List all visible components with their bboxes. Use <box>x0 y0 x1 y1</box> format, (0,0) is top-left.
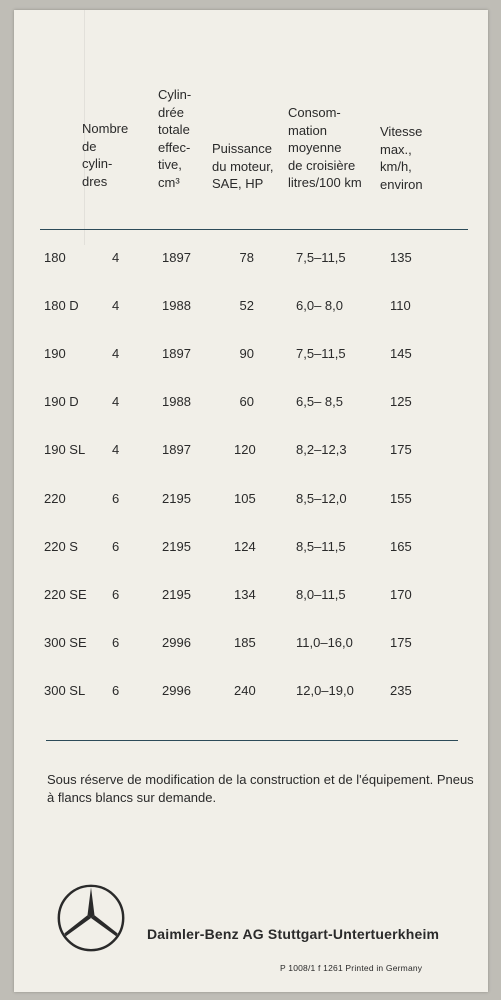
cell-hp: 105 <box>234 490 256 506</box>
cell-model: 300 SL <box>44 682 86 698</box>
table-row <box>14 442 488 462</box>
brochure-page <box>14 10 488 992</box>
cell-cc: 1897 <box>162 250 191 265</box>
cell-hp: 185 <box>234 634 256 650</box>
table-bottom-rule <box>46 740 458 741</box>
cell-speed: 155 <box>390 490 412 506</box>
cell-cyl: 4 <box>112 346 120 362</box>
cell-model: 190 SL <box>44 442 86 458</box>
table-row <box>14 491 488 511</box>
cell-hp: 90 <box>239 346 254 362</box>
table-row <box>14 346 488 366</box>
table-row <box>14 683 488 703</box>
cell-model: 220 <box>44 490 66 506</box>
cell-model: 190 <box>44 346 66 362</box>
cell-speed: 235 <box>390 682 412 698</box>
cell-cyl: 4 <box>112 250 120 265</box>
cell-cons: 8,5–12,0 <box>296 490 347 506</box>
table-row <box>14 539 488 559</box>
company-name: Daimler-Benz AG Stuttgart-Untertuerkheim <box>147 926 440 942</box>
cell-cons: 6,0– 8,0 <box>296 298 343 314</box>
cell-cyl: 6 <box>112 682 120 698</box>
cell-cyl: 4 <box>112 298 120 314</box>
cell-cc: 1897 <box>162 442 191 458</box>
header-speed: Vitesse max., km/h, environ <box>380 124 423 192</box>
cell-speed: 135 <box>390 250 412 265</box>
cell-speed: 170 <box>390 586 412 602</box>
cell-cons: 8,0–11,5 <box>296 586 346 602</box>
cell-hp: 134 <box>234 586 256 602</box>
cell-hp: 60 <box>239 394 254 410</box>
cell-cyl: 6 <box>112 538 120 554</box>
table-row <box>14 394 488 414</box>
table-row <box>14 635 488 655</box>
cell-cons: 7,5–11,5 <box>296 250 346 265</box>
cell-model: 190 D <box>44 394 79 410</box>
cell-hp: 120 <box>234 442 256 458</box>
cell-cons: 7,5–11,5 <box>296 346 346 362</box>
cell-cyl: 6 <box>112 586 120 602</box>
header-cylinders: Nombre de cylin- dres <box>82 121 129 189</box>
cell-cyl: 6 <box>112 634 120 650</box>
table-row <box>14 250 488 270</box>
cell-cc: 2996 <box>162 634 191 650</box>
disclaimer-note: Sous réserve de modification de la construction et de l'équipement. Pneus à flancs blancs sur demande. <box>47 772 474 805</box>
cell-hp: 124 <box>234 538 256 554</box>
cell-cons: 11,0–16,0 <box>296 634 353 650</box>
cell-model: 180 D <box>44 298 79 314</box>
cell-speed: 125 <box>390 394 412 410</box>
cell-cc: 2195 <box>162 490 191 506</box>
cell-speed: 110 <box>390 298 411 314</box>
cell-model: 220 S <box>44 538 78 554</box>
table-top-rule <box>40 229 468 230</box>
cell-hp: 78 <box>239 250 254 265</box>
header-power: Puissance du moteur, SAE, HP <box>212 141 274 191</box>
table-row <box>14 298 488 318</box>
cell-model: 180 <box>44 250 66 265</box>
cell-cons: 12,0–19,0 <box>296 682 354 698</box>
cell-cc: 1988 <box>162 394 191 410</box>
cell-speed: 175 <box>390 634 412 650</box>
cell-speed: 165 <box>390 538 412 554</box>
cell-hp: 240 <box>234 682 256 698</box>
cell-cc: 2996 <box>162 682 191 698</box>
cell-hp: 52 <box>239 298 254 314</box>
cell-model: 300 SE <box>44 634 87 650</box>
cell-cc: 1897 <box>162 346 191 362</box>
cell-speed: 145 <box>390 346 412 362</box>
cell-cyl: 4 <box>112 394 120 410</box>
cell-cons: 8,5–11,5 <box>296 538 346 554</box>
cell-speed: 175 <box>390 442 412 458</box>
header-consumption: Consom- mation moyenne de croisière litres/100 km <box>288 105 362 190</box>
cell-model: 220 SE <box>44 586 87 602</box>
cell-cc: 1988 <box>162 298 191 314</box>
cell-cyl: 6 <box>112 490 120 506</box>
header-displacement: Cylin- drée totale effec- tive, cm³ <box>158 87 192 190</box>
cell-cyl: 4 <box>112 442 120 458</box>
print-info: P 1008/1 f 1261 Printed in Germany <box>280 963 423 973</box>
cell-cc: 2195 <box>162 586 191 602</box>
cell-cons: 6,5– 8,5 <box>296 394 343 410</box>
cell-cons: 8,2–12,3 <box>296 442 347 458</box>
mercedes-star-icon <box>56 883 126 953</box>
cell-cc: 2195 <box>162 538 191 554</box>
table-row <box>14 587 488 607</box>
